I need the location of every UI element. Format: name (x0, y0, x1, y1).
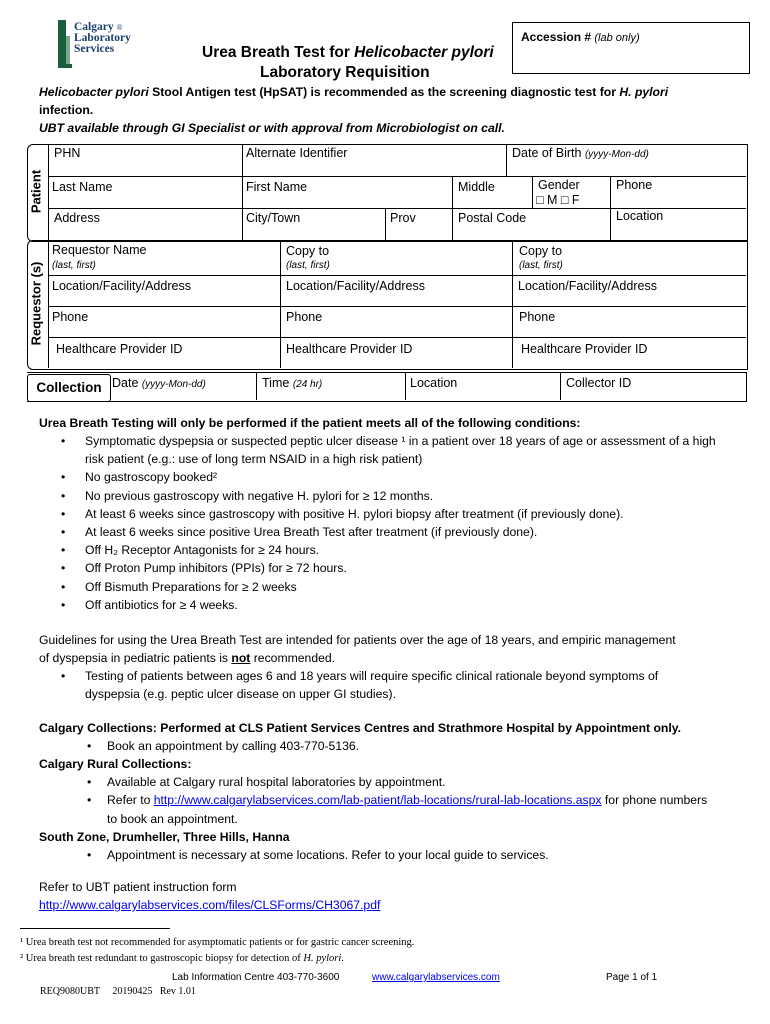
copy-1-provider-id-field[interactable]: Healthcare Provider ID (286, 342, 413, 356)
collection-time-field[interactable]: Time (24 hr) (262, 376, 323, 390)
list-item: • At least 6 weeks since gastroscopy with positive H. pylori biopsy after treatment (if previously done). (39, 505, 719, 523)
collection-section-label: Collection (27, 374, 111, 402)
list-item: • Appointment is necessary at some locations. Refer to your local guide to services. (39, 846, 719, 864)
page-subtitle: Laboratory Requisition (260, 64, 430, 81)
south-zone-heading: South Zone, Drumheller, Three Hills, Hanna (39, 829, 290, 844)
copy-2-location-field[interactable]: Location/Facility/Address (518, 279, 657, 293)
footnote-divider (20, 928, 170, 929)
collector-id-field[interactable]: Collector ID (566, 376, 632, 390)
list-item: • Testing of patients between ages 6 and 18 years will require specific clinical rationale beyond symptoms of dyspepsia (e.g. peptic ulcer disease on upper GI studies). (39, 667, 679, 703)
copy-1-location-field[interactable]: Location/Facility/Address (286, 279, 425, 293)
guidelines-block (39, 631, 679, 703)
collections-block (39, 719, 719, 864)
conditions-list (39, 432, 719, 614)
list-item: • Available at Calgary rural hospital laboratories by appointment. (39, 773, 719, 791)
patient-section-label: Patient (28, 169, 44, 214)
patient-phone-field[interactable]: Phone (616, 178, 653, 192)
list-item: • Book an appointment by calling 403-770-5136. (39, 737, 719, 755)
list-item: • Refer to http://www.calgarylabservices.com/lab-patient/lab-locations/rural-lab-locations.aspx for phone numbers to book an appointment. (39, 791, 719, 827)
list-item: • Off Bismuth Preparations for ≥ 2 weeks (39, 578, 719, 596)
logo-text: Calgary ® Laboratory Services (74, 21, 131, 55)
alternate-id-field[interactable]: Alternate Identifier (246, 146, 348, 160)
accession-box[interactable] (512, 22, 750, 74)
list-item: • Off antibiotics for ≥ 4 weeks. (39, 596, 719, 614)
province-field[interactable]: Prov (390, 211, 416, 225)
location-field[interactable]: Location (616, 209, 664, 223)
dob-field[interactable]: Date of Birth (yyyy-Mon-dd) (512, 146, 649, 160)
list-item: • No gastroscopy booked² (39, 468, 719, 486)
gender-label: Gender (538, 178, 580, 192)
refer-text: Refer to UBT patient instruction form (39, 880, 237, 894)
page-number: Page 1 of 1 (606, 972, 658, 983)
page-title: Urea Breath Test for Helicobacter pylori (202, 44, 494, 61)
calgary-collections-heading: Calgary Collections: Performed at CLS Patient Services Centres and Strathmore Hospital by Appointment only. (39, 721, 682, 735)
last-name-field[interactable]: Last Name (52, 180, 113, 194)
copy-to-1-hint: (last, first) (286, 260, 330, 271)
requestor-name-field[interactable]: Requestor Name (52, 243, 147, 257)
logo-mark-icon (58, 20, 66, 64)
copy-to-2-field[interactable]: Copy to (519, 244, 563, 258)
copy-2-provider-id-field[interactable]: Healthcare Provider ID (521, 342, 648, 356)
copy-to-1-field[interactable]: Copy to (286, 244, 330, 258)
logo-base-icon (58, 64, 72, 68)
requestor-phone-field[interactable]: Phone (52, 310, 89, 324)
conditions-block (39, 414, 719, 614)
instruction-form-link[interactable]: http://www.calgarylabservices.com/files/CLSForms/CH3067.pdf (39, 898, 381, 912)
phn-field[interactable]: PHN (54, 146, 81, 160)
first-name-field[interactable]: First Name (246, 180, 308, 194)
requestor-section-label: Requestor (s) (28, 261, 44, 346)
collection-date-field[interactable]: Date (yyyy-Mon-dd) (112, 376, 206, 390)
footnote-1: ¹ Urea breath test not recommended for asymptomatic patients or for gastric cancer screening. (20, 937, 415, 948)
footer-site-link[interactable]: www.calgarylabservices.com (372, 972, 500, 983)
list-item: • Off Proton Pump inhibitors (PPIs) for ≥ 72 hours. (39, 559, 719, 577)
copy-1-phone-field[interactable]: Phone (286, 310, 323, 324)
requestor-name-hint: (last, first) (52, 260, 96, 271)
rural-collections-heading: Calgary Rural Collections: (39, 757, 192, 772)
gender-checkboxes[interactable]: □ M □ F (536, 193, 580, 207)
rural-locations-link[interactable]: http://www.calgarylabservices.com/lab-patient/lab-locations/rural-lab-locations.aspx (153, 793, 602, 808)
list-item: • At least 6 weeks since positive Urea Breath Test after treatment (if previously done). (39, 523, 719, 541)
city-field[interactable]: City/Town (246, 211, 301, 225)
intro-text: Helicobacter pylori Stool Antigen test (HpSAT) is recommended as the screening diagnostic test for H. pylori infection. UBT available through GI Specialist or with approval from Microbiologist on call. (39, 85, 669, 135)
list-item: • Symptomatic dyspepsia or suspected peptic ulcer disease ¹ in a patient over 18 years of age or assessment of a high risk patient (e.g.: use of long term NSAID in a high risk patient) (39, 432, 719, 468)
form-code: REQ9080UBT 20190425 Rev 1.01 (40, 986, 196, 997)
requestor-location-field[interactable]: Location/Facility/Address (52, 279, 191, 293)
accession-label: Accession # (lab only) (521, 30, 640, 44)
refer-block (39, 878, 380, 914)
requestor-provider-id-field[interactable]: Healthcare Provider ID (56, 342, 183, 356)
guidelines-text: Guidelines for using the Urea Breath Test are intended for patients over the age of 18 years, and empiric management of dyspepsia in pediatric patients is not recommended. (39, 633, 676, 665)
list-item: • No previous gastroscopy with negative H. pylori for ≥ 12 months. (39, 487, 719, 505)
collection-location-field[interactable]: Location (410, 376, 458, 390)
middle-name-field[interactable]: Middle (458, 180, 495, 194)
postal-code-field[interactable]: Postal Code (458, 211, 527, 225)
copy-2-phone-field[interactable]: Phone (519, 310, 556, 324)
footer-info: Lab Information Centre 403-770-3600 (172, 972, 340, 983)
list-item: • Off H₂ Receptor Antagonists for ≥ 24 hours. (39, 541, 719, 559)
address-field[interactable]: Address (54, 211, 100, 225)
conditions-heading: Urea Breath Testing will only be performed if the patient meets all of the following conditions: (39, 416, 581, 430)
copy-to-2-hint: (last, first) (519, 260, 563, 271)
footnote-2: ² Urea breath test redundant to gastroscopic biopsy for detection of H. pylori. (20, 953, 344, 964)
logo-mark-accent-icon (66, 36, 70, 64)
